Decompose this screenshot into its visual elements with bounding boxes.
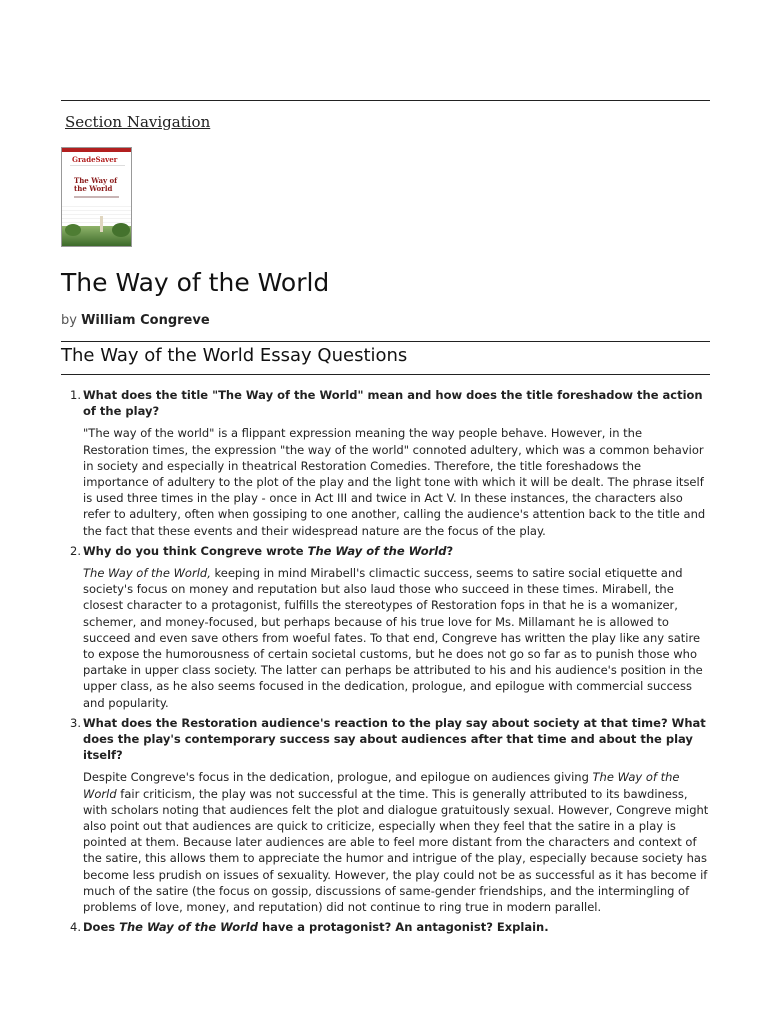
cover-tree <box>65 224 81 236</box>
book-title-italic: The Way of the World <box>119 920 258 935</box>
cover-author-line <box>74 196 119 198</box>
book-title-italic: The Way of the World <box>83 770 680 801</box>
book-title-italic: The Way of the World <box>307 543 447 558</box>
question-item <box>61 919 710 935</box>
book-cover-image[interactable] <box>61 147 132 247</box>
cover-divider <box>70 165 125 166</box>
author-name[interactable]: William Congreve <box>81 313 210 328</box>
answer-text-part: Despite Congreve's focus in the dedication, prologue, and epilogue on audiences giving <box>83 770 593 785</box>
top-divider <box>61 100 710 101</box>
question-number: 4. <box>70 920 81 935</box>
section-heading: The Way of the World Essay Questions <box>61 345 408 366</box>
answer-text <box>83 769 710 915</box>
question-number: 1. <box>70 388 81 402</box>
question-text <box>83 543 710 559</box>
question-text: What does the title "The Way of the World" mean and how does the title foreshadow the action of the play? <box>83 388 703 419</box>
answer-text-part: fair criticism, the play was not successful at the time. This is generally attributed to its bawdiness, with scholars noting that audiences felt the plot and dialogue gratuitously sexual. However, Congreve might also point out that audiences are quick to criticize, especially when they feel that the satire in a play is pointed at them. Because later audiences are able to feel more distant from the characters and context of the satire, this allows them to appreciate the humor and intrigue of the play, especially because society has become less prudish on issues of sexuality. However, the play could not be as successful as it has become if much of the satire (the focus on gossip, discussions of same-gender friendships, and the intermingling of problems of love, money, and reputation) did not continue to ring true in modern parallel. <box>83 786 709 915</box>
essay-questions-list <box>61 387 710 940</box>
cover-tree <box>112 223 130 237</box>
question-number: 3. <box>70 715 81 730</box>
question-text-part: have a protagonist? An antagonist? Explain. <box>257 920 549 935</box>
book-title-italic: The Way of the World, <box>83 566 211 581</box>
question-text <box>83 919 710 935</box>
byline-prefix: by <box>61 313 77 328</box>
answer-text-part: keeping in mind Mirabell's climactic success, seems to satire social etiquette and society's focus on money and reputation but also laud those who succeed in these times. Mirabell, the closest character to a protagonist, fulfills the stereotypes of Restoration fops in that he is a womanizer, schemer, and money-focused, but perhaps because of his true love for Ms. Millamant he is allowed to succeed and even save others from woeful fates. To that end, Congreve has written the play like any satire to expose the humorousness of certain societal customs, but he does not go so far as to punish those who partake in upper class society. The latter can perhaps be attributed to his and his audience's position in the upper class, as he also seems focused in the dedication, prologue, and epilogue with commercial success and popularity. <box>83 566 703 710</box>
cover-top-bar <box>62 148 131 152</box>
page-title: The Way of the World <box>61 268 330 297</box>
heading-top-divider <box>61 341 710 342</box>
question-text: What does the Restoration audience's reaction to the play say about society at that time? What does the play's contemporary success say about audiences after that time and about the play itself? <box>83 715 706 763</box>
question-text-part: ? <box>446 543 454 558</box>
answer-text: "The way of the world" is a flippant expression meaning the way people behave. However, in the Restoration times, the expression "the way of the world" connoted adultery, which was a common behavior in society and especially in theatrical Restoration Comedies. Therefore, the title foreshadows the importance of adultery to the plot of the play and the light tone with which it will be dealt. The phrase itself is used three times in the play - once in Act III and twice in Act V. In these instances, the characters also refer to adultery, often when gossiping to one another, calling the audience's attention back to the title and the fact that these events and their widespread nature are the focus of the play. <box>83 426 706 538</box>
question-text-part: Does <box>83 920 120 935</box>
cover-title: The Way of the World <box>74 176 118 193</box>
question-number: 2. <box>70 543 81 558</box>
byline <box>61 313 210 328</box>
cover-logo: GradeSaver <box>72 155 118 164</box>
answer-text <box>83 565 710 711</box>
question-item <box>61 387 710 539</box>
heading-bottom-divider <box>61 374 710 375</box>
section-navigation-link[interactable]: Section Navigation <box>65 113 211 131</box>
cover-tower <box>100 216 103 232</box>
question-text-part: Why do you think Congreve wrote <box>83 543 308 558</box>
question-item <box>61 715 710 915</box>
question-item <box>61 543 710 711</box>
